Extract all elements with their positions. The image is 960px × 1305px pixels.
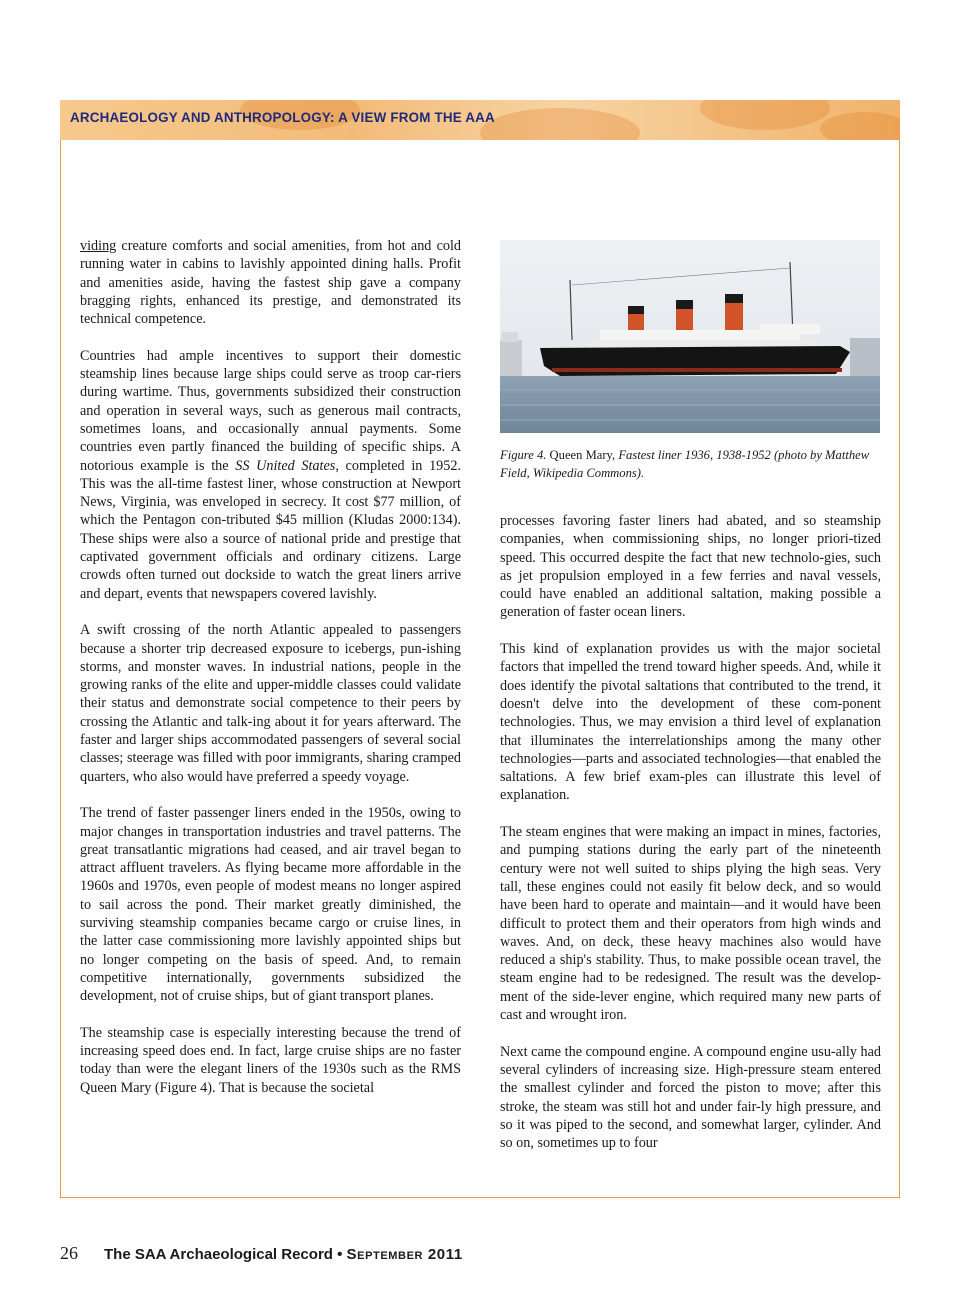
- page-footer: [60, 1243, 900, 1267]
- figure-subject: Queen Mary,: [546, 448, 619, 462]
- section-banner: [60, 100, 900, 140]
- paragraph: A swift crossing of the north Atlantic appealed to passengers because a shorter trip decreased exposure to icebergs, pun-ishing storms, and monster waves. In industrial nations, people in the growing ranks of the elite and upper-middle classes could validate their status and demonstrate social competence to their peers by crossing the Atlantic and talk-ing about it for years afterward. The faster and larger ships accommodated passengers of several social classes; steerage was filled with poor immigrants, sharing cramped quarters, who also would have preferred a speedy voyage.: [80, 622, 461, 785]
- figure-label: Figure 4.: [500, 448, 547, 462]
- figure-caption: [500, 446, 880, 482]
- banner-texture: [480, 108, 640, 140]
- paragraph: Next came the compound engine. A compound engine usu-ally had several cylinders of increasing size. High-pressure steam entered the smallest cylinder and forced the piston to move; after this stroke, the steam was still hot and under fair-ly high pressure, and so it was piped to the second, and somewhat larger, cylinder. And so on, sometimes up to four: [500, 1043, 881, 1152]
- paragraph: [80, 237, 461, 328]
- left-column: [80, 237, 461, 1115]
- page-number: 26: [60, 1243, 78, 1263]
- footer-separator: •: [332, 1246, 347, 1263]
- paragraph: This kind of explanation provides us with the major societal factors that impelled the trend toward higher speeds. And, while it does identify the pivotal saltations that contributed to the trend, it doesn't delve into the development of these com-ponent technologies. Thus, we may envision a third level of explanation that illuminates the interrelationships among the many other technologies—parts and associated technologies—that enabled the saltations. A few brief exam-ples can illustrate this level of explanation.: [500, 641, 881, 804]
- banner-texture: [820, 112, 900, 140]
- section-title: ARCHAEOLOGY AND ANTHROPOLOGY: A VIEW FROM THE AAA: [70, 110, 495, 125]
- queen-mary-photo: [500, 240, 880, 433]
- ship-name: SS United States: [235, 457, 336, 474]
- continued-word: viding: [80, 238, 117, 254]
- ship-illustration: [500, 240, 880, 433]
- paragraph: [80, 347, 461, 603]
- paragraph: processes favoring faster liners had abated, and so steamship companies, when commissioning ships, no longer priori-tized speed. This occurred despite the fact that new technolo-gies, such as jet propulsion employed in a few ferries and naval vessels, could have enabled an additional saltation, making possible a generation of faster ocean liners.: [500, 513, 881, 621]
- right-column: [500, 512, 881, 1171]
- paragraph: The steam engines that were making an impact in mines, factories, and pumping stations during the early part of the nineteenth century were not well suited to ships plying the high seas. Very tall, these engines could not easily fit below deck, and so would have been hard to operate and maintain—and it would have been difficult to protect them and their operators from high winds and waves. And, on deck, these heavy machines also would have reduced a ship's stability. Thus, to make possible ocean travel, the steam engine had to be redesigned. The result was the develop-ment of the side-lever engine, which required many new parts of cast and wrought iron.: [500, 824, 881, 1024]
- paragraph: The trend of faster passenger liners ended in the 1950s, owing to major changes in transportation industries and travel patterns. The great transatlantic migrations had ceased, and air travel began to attract affluent travelers. As flying became more affordable in the 1960s and 1970s, even people of modest means no longer aspired to sail across the pond. Their market greatly diminished, the surviving steamship companies became cargo or cruise lines, in the latter case commissioning more lavishly appointed ships but no longer competing on the basis of speed. And, to remain competitive internationally, governments subsidized the development, not of cruise ships, but of giant transport planes.: [80, 805, 461, 1005]
- issue-date: September 2011: [346, 1246, 463, 1263]
- banner-texture: [700, 100, 830, 130]
- paragraph-text: Countries had ample incentives to support their domestic steamship lines because large ships could serve as troop car-riers during wartime. Thus, governments subsidized their construction and operation in several ways, such as generous mail contracts, sometimes loans, and occasionally annual payments. Some countries even partly financed the building of specific ships. A notorious example is the: [80, 347, 461, 474]
- paragraph-text: , completed in 1952. This was the all-time fastest liner, whose construction at Newport News, Virginia, was enveloped in secrecy. It cost $77 million, of which the Pentagon con-tributed $45 million (Kludas 2000:134). These ships were also a source of national pride and prestige that captivated government officials and ordinary citizens. Large crowds often turned out dockside to watch the great liners arrive and depart, events that newspapers covered lavishly.: [80, 457, 461, 602]
- paragraph: The steamship case is especially interesting because the trend of increasing speed does end. In fact, large cruise ships are no faster today than were the elegant liners of the 1930s such as the RMS Queen Mary (Figure 4). That is because the societal: [80, 1024, 461, 1096]
- journal-title: The SAA Archaeological Record: [104, 1246, 333, 1263]
- figure-description: Fastest liner 1936, 1938-1952 (photo by Matthew Field, Wikipedia Commons).: [500, 448, 870, 480]
- paragraph-text: creature comforts and social amenities, from hot and cold running water in cabins to lavishly appointed dining halls. Profit and amenities aside, having the fastest ship gave a company bragging rights, enhanced its prestige, and demonstrated its technical competence.: [80, 238, 461, 328]
